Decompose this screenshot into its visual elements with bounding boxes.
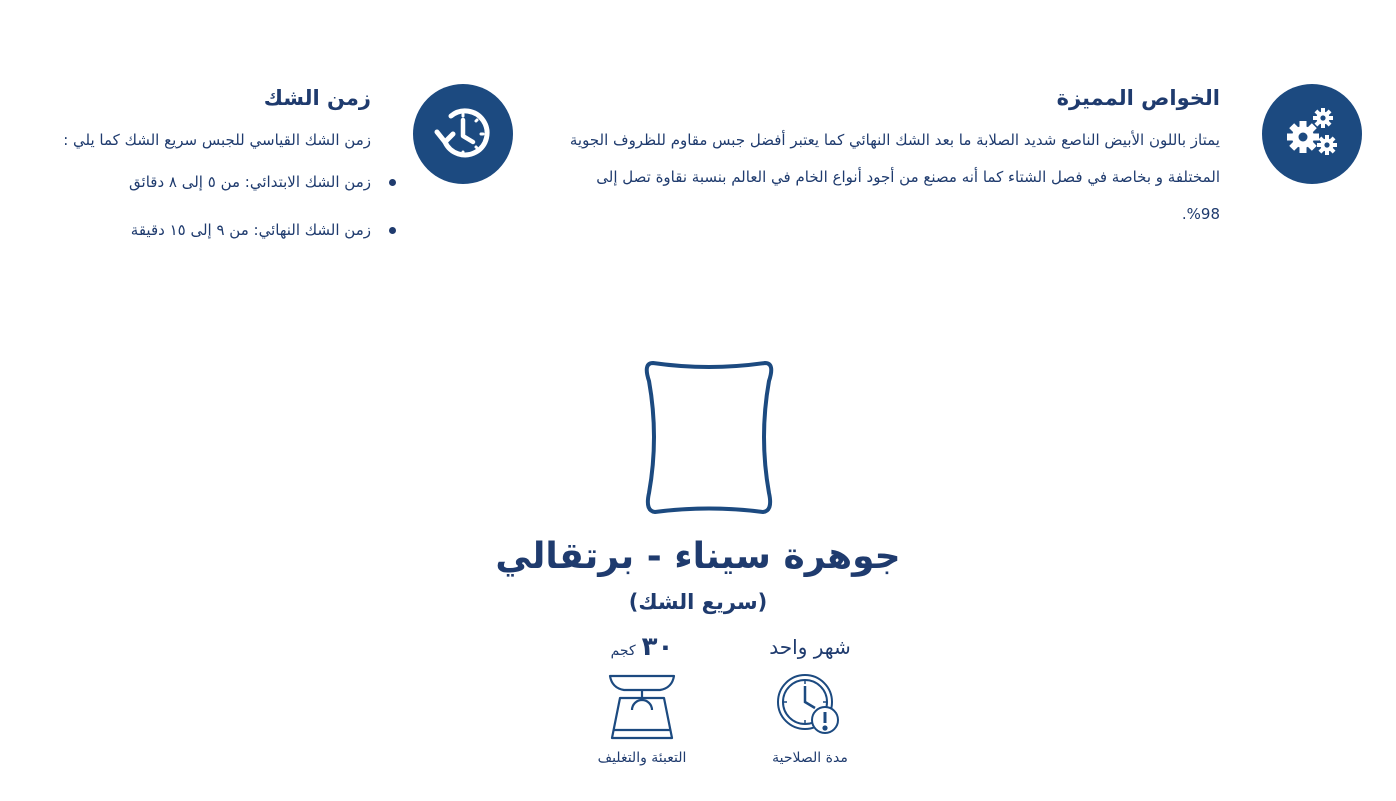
packaging-unit: كجم xyxy=(610,643,636,659)
product-name: جوهرة سيناء - برتقالي xyxy=(495,536,901,577)
feature-properties-title: الخواص المميزة xyxy=(1056,86,1220,110)
packaging-value xyxy=(552,630,732,664)
bag-icon xyxy=(643,357,775,517)
scale-icon xyxy=(552,672,732,744)
setting-time-list xyxy=(20,158,371,254)
list-item xyxy=(20,158,371,206)
list-item-text: زمن الشك الابتدائي: من ٥ إلى ٨ دقائق xyxy=(129,173,371,191)
feature-setting-time-title: زمن الشك xyxy=(263,86,371,110)
shelf-life-label: مدة الصلاحية xyxy=(772,750,848,766)
list-item xyxy=(20,206,371,254)
list-item-text: زمن الشك النهائي: من ٩ إلى ١٥ دقيقة xyxy=(130,221,371,239)
bullet xyxy=(389,227,396,234)
spec-packaging xyxy=(552,630,732,768)
feature-setting-time-intro: زمن الشك القياسي للجبس سريع الشك كما يلي : xyxy=(63,131,371,149)
shelf-life-value: شهر واحد xyxy=(769,635,851,659)
product-card xyxy=(0,355,1396,785)
clock-alert-icon xyxy=(720,672,900,744)
packaging-weight: ٣٠ xyxy=(641,632,674,662)
clock-history-icon xyxy=(413,84,513,184)
gears-icon xyxy=(1262,84,1362,184)
packaging-label: التعبئة والتغليف xyxy=(597,750,687,766)
product-subtitle: (سريع الشك) xyxy=(628,590,768,614)
feature-properties-body xyxy=(560,84,1220,233)
feature-setting-time-body xyxy=(20,84,371,254)
spec-shelf-life xyxy=(720,630,900,768)
feature-properties-text: يمتاز باللون الأبيض الناصع شديد الصلابة ما بعد الشك النهائي كما يعتبر أفضل جبس مقاوم للظروف الجوية المختلفة و بخاصة في فصل الشتاء كما أنه مصنع من أجود أنواع الخام في العالم بنسبة نقاوة تصل إلى 98%. xyxy=(569,131,1220,223)
bullet xyxy=(389,179,396,186)
